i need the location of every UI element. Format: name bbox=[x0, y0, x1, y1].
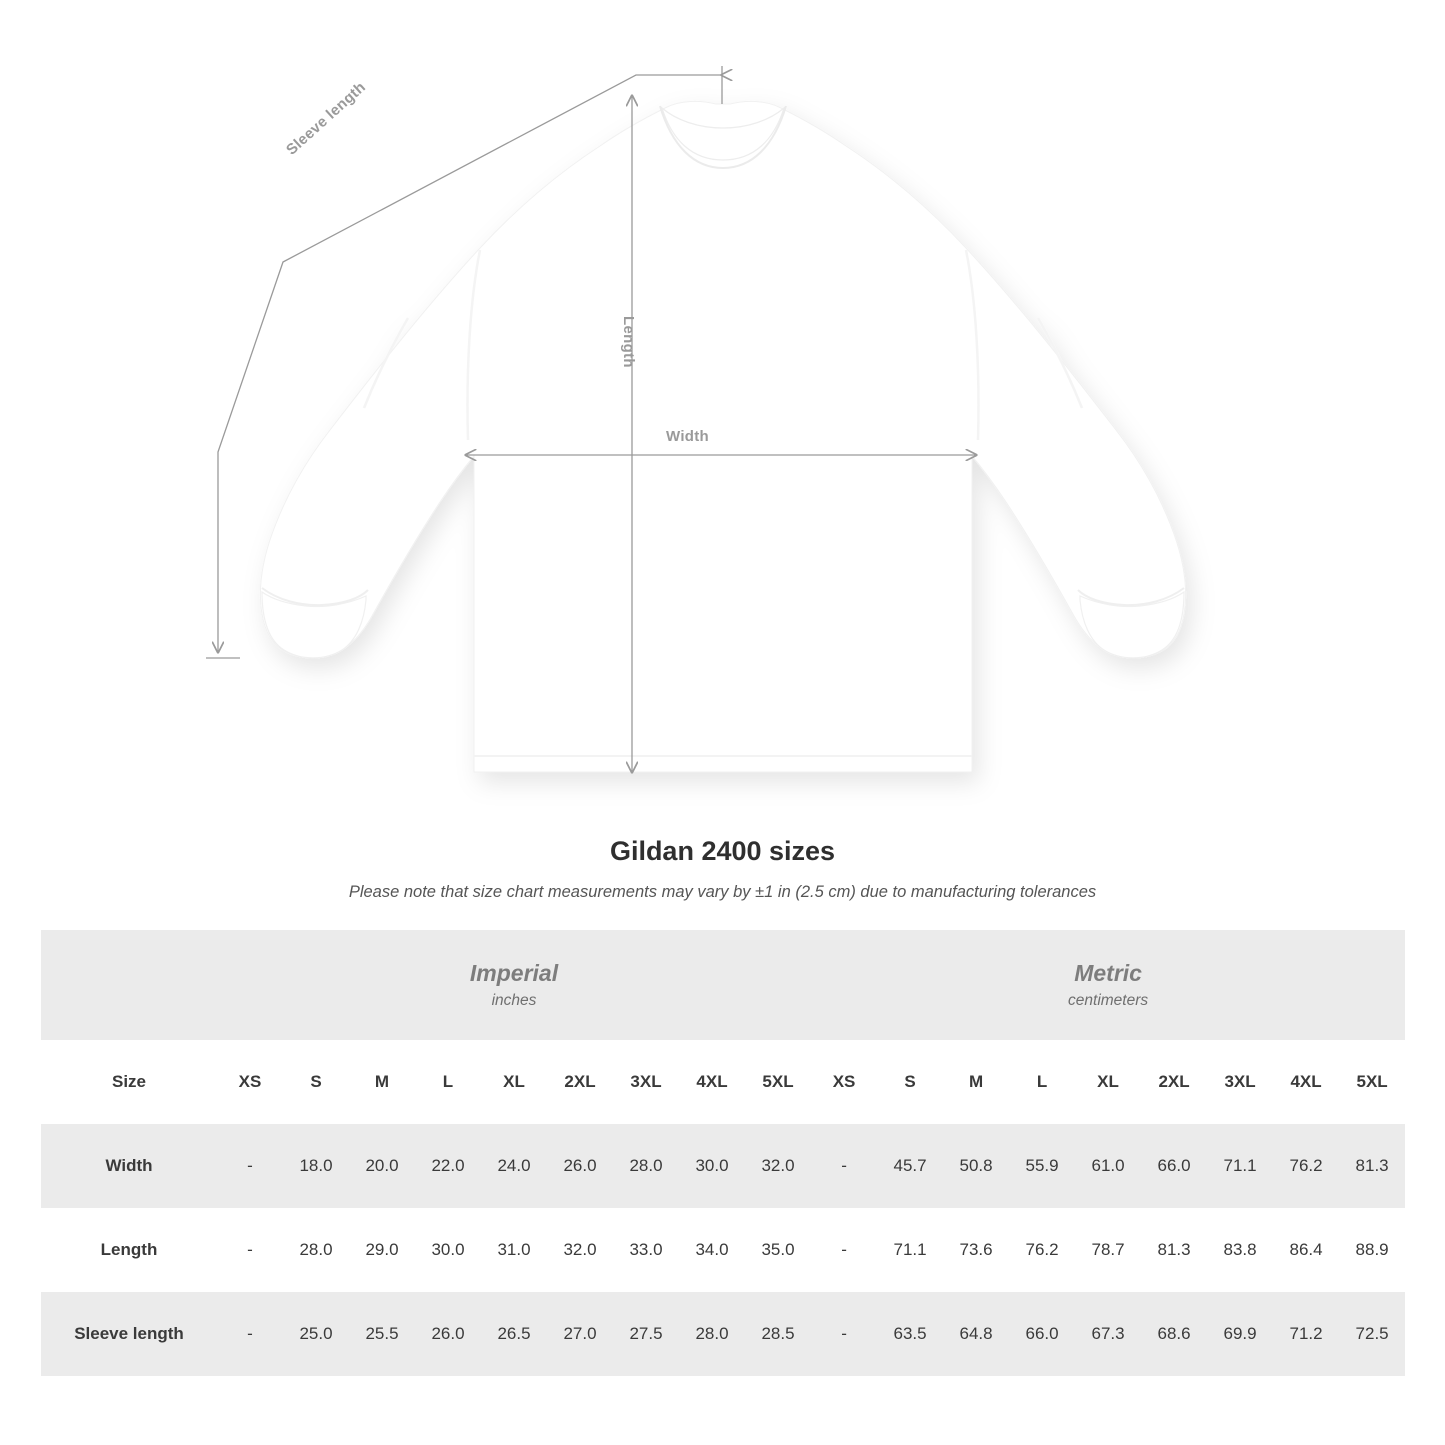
cell-sleeve-met-5xl: 72.5 bbox=[1339, 1292, 1405, 1376]
cell-width-met-xl: 61.0 bbox=[1075, 1124, 1141, 1208]
cell-length-imp-3xl: 33.0 bbox=[613, 1208, 679, 1292]
unit-group-metric-sub: centimeters bbox=[1068, 991, 1149, 1009]
unit-group-imperial bbox=[217, 930, 811, 1040]
header-size-imp-xs: XS bbox=[217, 1040, 283, 1124]
cell-width-met-3xl: 71.1 bbox=[1207, 1124, 1273, 1208]
cell-length-imp-m: 29.0 bbox=[349, 1208, 415, 1292]
row-label-length: Length bbox=[41, 1208, 217, 1292]
cell-sleeve-imp-xs: - bbox=[217, 1292, 283, 1376]
cell-length-imp-s: 28.0 bbox=[283, 1208, 349, 1292]
cell-length-imp-2xl: 32.0 bbox=[547, 1208, 613, 1292]
cell-length-imp-5xl: 35.0 bbox=[745, 1208, 811, 1292]
header-size-imp-l: L bbox=[415, 1040, 481, 1124]
cell-sleeve-met-m: 64.8 bbox=[943, 1292, 1009, 1376]
cell-sleeve-imp-4xl: 28.0 bbox=[679, 1292, 745, 1376]
sleeve-length-label: Sleeve length bbox=[283, 78, 370, 159]
cell-width-met-xs: - bbox=[811, 1124, 877, 1208]
size-header-row bbox=[41, 1040, 1405, 1124]
page-title: Gildan 2400 sizes bbox=[609, 836, 836, 866]
cell-length-met-m: 73.6 bbox=[943, 1208, 1009, 1292]
cell-width-met-4xl: 76.2 bbox=[1273, 1124, 1339, 1208]
header-size-imp-3xl: 3XL bbox=[613, 1040, 679, 1124]
cell-length-met-4xl: 86.4 bbox=[1273, 1208, 1339, 1292]
cell-width-imp-s: 18.0 bbox=[283, 1124, 349, 1208]
cell-width-imp-l: 22.0 bbox=[415, 1124, 481, 1208]
cell-length-met-s: 71.1 bbox=[877, 1208, 943, 1292]
header-size-met-5xl: 5XL bbox=[1339, 1040, 1405, 1124]
cell-length-met-2xl: 81.3 bbox=[1141, 1208, 1207, 1292]
cell-length-met-3xl: 83.8 bbox=[1207, 1208, 1273, 1292]
unit-header-row bbox=[41, 930, 1405, 1040]
row-label-sleeve-length: Sleeve length bbox=[41, 1292, 217, 1376]
cell-sleeve-met-4xl: 71.2 bbox=[1273, 1292, 1339, 1376]
cell-sleeve-imp-xl: 26.5 bbox=[481, 1292, 547, 1376]
cell-length-imp-xl: 31.0 bbox=[481, 1208, 547, 1292]
cell-sleeve-imp-m: 25.5 bbox=[349, 1292, 415, 1376]
unit-group-metric bbox=[811, 930, 1405, 1040]
header-size: Size bbox=[41, 1040, 217, 1124]
header-size-met-2xl: 2XL bbox=[1141, 1040, 1207, 1124]
header-size-met-3xl: 3XL bbox=[1207, 1040, 1273, 1124]
cell-length-met-xl: 78.7 bbox=[1075, 1208, 1141, 1292]
header-size-met-m: M bbox=[943, 1040, 1009, 1124]
cell-width-met-5xl: 81.3 bbox=[1339, 1124, 1405, 1208]
row-label-width: Width bbox=[41, 1124, 217, 1208]
width-label: Width bbox=[666, 428, 710, 445]
header-size-met-s: S bbox=[877, 1040, 943, 1124]
cell-sleeve-met-l: 66.0 bbox=[1009, 1292, 1075, 1376]
length-label: Length bbox=[620, 316, 637, 368]
cell-sleeve-met-xs: - bbox=[811, 1292, 877, 1376]
unit-group-imperial-sub: inches bbox=[491, 991, 537, 1009]
header-size-imp-xl: XL bbox=[481, 1040, 547, 1124]
cell-sleeve-met-3xl: 69.9 bbox=[1207, 1292, 1273, 1376]
cell-width-met-s: 45.7 bbox=[877, 1124, 943, 1208]
cell-width-imp-4xl: 30.0 bbox=[679, 1124, 745, 1208]
cell-sleeve-imp-3xl: 27.5 bbox=[613, 1292, 679, 1376]
cell-length-imp-l: 30.0 bbox=[415, 1208, 481, 1292]
cell-width-met-l: 55.9 bbox=[1009, 1124, 1075, 1208]
header-size-imp-4xl: 4XL bbox=[679, 1040, 745, 1124]
header-size-imp-5xl: 5XL bbox=[745, 1040, 811, 1124]
table-row bbox=[41, 1208, 1405, 1292]
cell-sleeve-met-xl: 67.3 bbox=[1075, 1292, 1141, 1376]
cell-length-met-xs: - bbox=[811, 1208, 877, 1292]
header-size-met-xl: XL bbox=[1075, 1040, 1141, 1124]
table-row bbox=[41, 1124, 1405, 1208]
cell-sleeve-imp-2xl: 27.0 bbox=[547, 1292, 613, 1376]
cell-sleeve-met-2xl: 68.6 bbox=[1141, 1292, 1207, 1376]
header-size-met-4xl: 4XL bbox=[1273, 1040, 1339, 1124]
cell-sleeve-imp-l: 26.0 bbox=[415, 1292, 481, 1376]
unit-group-metric-name: Metric bbox=[1074, 959, 1142, 986]
unit-group-imperial-name: Imperial bbox=[469, 959, 559, 986]
header-size-imp-s: S bbox=[283, 1040, 349, 1124]
cell-width-met-m: 50.8 bbox=[943, 1124, 1009, 1208]
size-chart-table bbox=[41, 930, 1405, 1376]
header-size-imp-m: M bbox=[349, 1040, 415, 1124]
table-row bbox=[41, 1292, 1405, 1376]
cell-length-met-l: 76.2 bbox=[1009, 1208, 1075, 1292]
cell-length-imp-xs: - bbox=[217, 1208, 283, 1292]
cell-width-imp-xl: 24.0 bbox=[481, 1124, 547, 1208]
size-chart-table-wrap bbox=[0, 930, 1445, 1376]
header-size-imp-2xl: 2XL bbox=[547, 1040, 613, 1124]
header-size-met-l: L bbox=[1009, 1040, 1075, 1124]
cell-width-imp-xs: - bbox=[217, 1124, 283, 1208]
tolerance-note: Please note that size chart measurements may vary by ±1 in (2.5 cm) due to manufacturing tolerances bbox=[348, 883, 1097, 901]
cell-length-imp-4xl: 34.0 bbox=[679, 1208, 745, 1292]
cell-width-imp-5xl: 32.0 bbox=[745, 1124, 811, 1208]
cell-width-imp-m: 20.0 bbox=[349, 1124, 415, 1208]
title-block bbox=[0, 836, 1445, 902]
cell-sleeve-met-s: 63.5 bbox=[877, 1292, 943, 1376]
cell-width-imp-2xl: 26.0 bbox=[547, 1124, 613, 1208]
header-size-met-xs: XS bbox=[811, 1040, 877, 1124]
cell-width-imp-3xl: 28.0 bbox=[613, 1124, 679, 1208]
cell-sleeve-imp-5xl: 28.5 bbox=[745, 1292, 811, 1376]
unit-header-spacer bbox=[41, 930, 217, 1040]
cell-sleeve-imp-s: 25.0 bbox=[283, 1292, 349, 1376]
cell-length-met-5xl: 88.9 bbox=[1339, 1208, 1405, 1292]
cell-width-met-2xl: 66.0 bbox=[1141, 1124, 1207, 1208]
shirt-shape bbox=[260, 101, 1185, 772]
